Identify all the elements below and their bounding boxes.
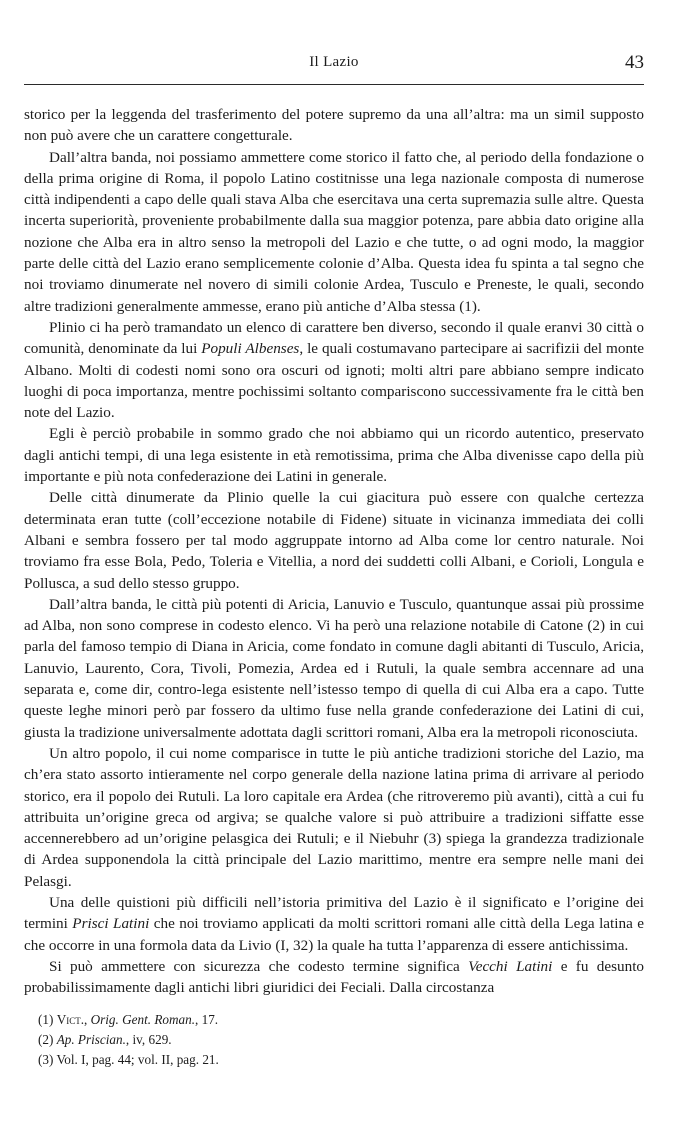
- header-rule: [24, 84, 644, 85]
- text-run: storico per la leggenda del trasferimento del potere supremo da una all’altra: ma un simil supposto non può avere che un carattere congetturale.: [24, 106, 644, 145]
- italic-phrase: Prisci Latini: [72, 915, 150, 933]
- italic-phrase: Populi Albenses: [201, 340, 300, 358]
- paragraph: [24, 104, 644, 147]
- text-run: Delle città dinumerate da Plinio quelle la cui giacitura può essere con qualche certezza determinata eran tutte (coll’eccezione notabile di Fidene) situate in vicinanza immediata dei colli Albani e sembra fossero per tal modo aggruppate intorno ad Alba come lor centro naturale. Noi troviamo fra esse Bola, Pedo, Toleria e Vitellia, a nord dei suddetti colli Albani, e Corioli, Longula e Pollusca, a sud dello stesso gruppo.: [24, 489, 644, 592]
- footnote-work: Ap. Priscian.: [56, 1032, 126, 1047]
- text-run: Egli è perciò probabile in sommo grado che noi abbiamo qui un ricordo autentico, preservato dagli antichi tempi, di una lega esistente in età remotissima, prima che Alba divenisse capo della più importante e più nota confederazione dei Latini in generale.: [24, 425, 644, 486]
- paragraph: [24, 487, 644, 593]
- footnote-reference: , iv, 629.: [125, 1032, 172, 1047]
- page-number: 43: [625, 52, 644, 73]
- text-run: Dall’altra banda, le città più potenti di Aricia, Lanuvio e Tusculo, quantunque assai più prossime ad Alba, non sono comprese in codesto elenco. Vi ha però una relazione notabile di Catone (2) in cui parla del famoso tempio di Diana in Aricia, come fondato in comune dagli abitanti di Tusculo, Aricia, Lanuvio, Laurento, Cora, Tivoli, Pomezia, Ardea ed i Rutuli, la quale sembra accennare ad una separata e, come dir, contro-lega esistente nell’istesso tempo di quella di cui Alba era a capo. Tutte queste leghe minori però par fossero da ultimo fuse nella grande confederazione dei Latini di cui, giusta la tradizione universalmente adottata dagli scrittori romani, Alba era la metropoli riconosciuta.: [24, 595, 644, 741]
- page-header: [24, 52, 644, 78]
- footnote: [38, 1050, 638, 1070]
- footnote: [38, 1030, 638, 1050]
- running-title: Il Lazio: [309, 54, 359, 70]
- text-run: che noi troviamo applicati da molti scrittori romani alle città della Lega latina e che occorre in una formola data da Livio (I, 32) la quale ha tutta l’apparenza di essere antichissima.: [24, 915, 644, 954]
- paragraph: [24, 594, 644, 743]
- text-run: Si può ammettere con sicurezza che codesto termine significa: [49, 957, 469, 975]
- text-run: e fu desunto probabilissimamente dagli antichi libri giuridici dei Feciali. Dalla circostanza: [24, 957, 645, 997]
- text-run: Plinio ci ha però tramandato un elenco di carattere ben diverso, secondo il quale eranvi 30 città o comunità, denominate da lui: [24, 318, 644, 358]
- paragraph: [24, 892, 644, 956]
- italic-phrase: Vecchi Latini: [468, 957, 553, 975]
- body-text: [24, 104, 644, 998]
- footnote-author: Vict.: [56, 1012, 85, 1027]
- paragraph: [24, 423, 644, 487]
- paragraph: [24, 147, 644, 317]
- footnote-reference: Vol. I, pag. 44; vol. II, pag. 21.: [56, 1052, 219, 1067]
- text-run: , le quali costumavano partecipare ai sacrifizii del monte Albano. Molti di codesti nomi sono ora oscuri od ignoti; molti altri pare abbiano sempre indicato luoghi di poca importanza, mentre pochissimi soltanto compariscono successivamente fra le città ben note del Lazio.: [24, 340, 645, 422]
- footnote-number: (2): [38, 1032, 57, 1047]
- footnote: (1) Vict., Orig. Gent. Roman., 17.: [38, 1012, 219, 1027]
- footnotes: [38, 1010, 638, 1070]
- text-run: Un altro popolo, il cui nome comparisce in tutte le più antiche tradizioni storiche del Lazio, ma ch’era stato assorto intieramente nel corpo generale della nazione latina prima di arrivare al periodo storico, era il popolo dei Rutuli. La loro capitale era Ardea (che ritroveremo più avanti), città a cui fu attribuita un’origine greca od argiva; se qualche valore si può attribuire a tradizioni siffatte esse accennerebbero ad un’origine pelasgica dei Rutuli; e il Niebuhr (3) spiega la grandezza tradizionale di Ardea supponendola la città principale del Lazio marittimo, mentre era sempre nelle mani dei Pelasgi.: [24, 744, 644, 890]
- paragraph: [24, 956, 644, 999]
- footnote-number: (1): [38, 1012, 57, 1027]
- paragraph: [24, 743, 644, 892]
- footnote-work: Orig. Gent. Roman.: [90, 1012, 196, 1027]
- footnote-number: (3): [38, 1052, 57, 1067]
- footnote-reference: , 17.: [195, 1012, 219, 1027]
- text-run: Una delle quistioni più difficili nell’istoria primitiva del Lazio è il significato e l’origine dei termini: [24, 893, 644, 933]
- paragraph: [24, 317, 644, 423]
- text-run: Dall’altra banda, noi possiamo ammettere come storico il fatto che, al periodo della fondazione o della prima origine di Roma, il popolo Latino costitnisse una lega nazionale composta di numerose città indipendenti a capo delle quali stava Alba che esercitava una certa supremazia sulle altre. Questa incerta superiorità, proveniente probabilmente dalla sua maggior potenza, pare abbia dato origine alla nozione che Alba era in altro senso la metropoli del Lazio e che tutte, o ad ogni modo, la maggior parte delle città del Lazio erano semplicemente colonie d’Alba. Questa idea fu spinta a tal segno che noi troviamo dinumerate nel novero di simili colonie Ardea, Tusculo e Preneste, le quali, secondo altre tradizioni generalmente ammesse, erano più antiche d’Alba stessa (1).: [24, 148, 644, 315]
